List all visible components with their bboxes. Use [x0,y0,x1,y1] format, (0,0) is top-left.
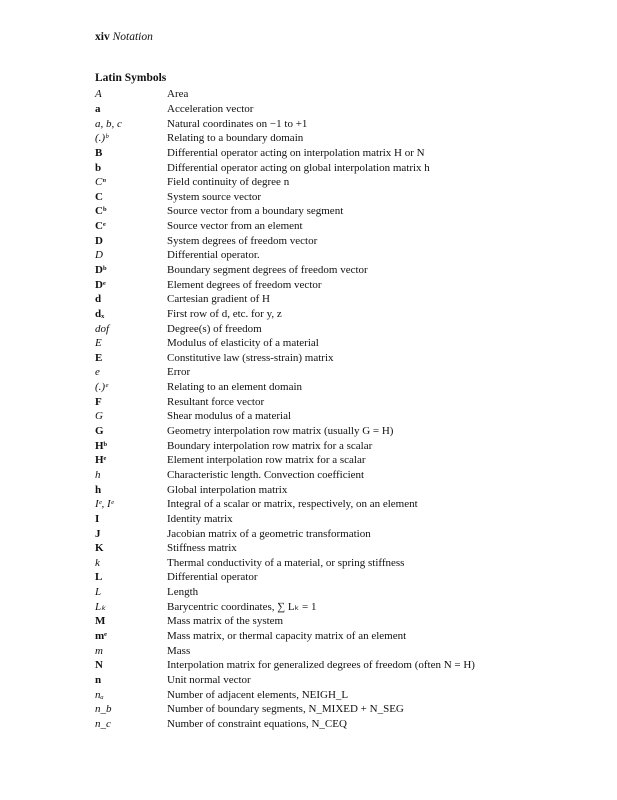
symbol: J [95,527,101,540]
symbol-description: Boundary segment degrees of freedom vector [167,264,368,276]
symbol-description: Cartesian gradient of H [167,293,270,306]
symbol: n [95,673,102,686]
symbol: Lₖ [95,601,106,614]
notation-row [95,365,475,380]
notation-row [95,189,475,204]
symbol: Hᵉ [95,454,107,467]
notation-row [95,102,475,117]
symbol-description: Differential operator. [167,249,260,262]
notation-table [95,87,475,731]
notation-row [95,658,475,673]
notation-row [95,116,475,131]
symbol-description: First row of d, etc. for y, z [167,307,282,320]
notation-row [95,468,475,483]
notation-row [95,351,475,366]
symbol-description: System degrees of freedom vector [167,234,318,247]
symbol: F [95,395,102,408]
symbol-description: Relating to an element domain [167,381,303,394]
symbol: L [95,571,103,584]
symbol: D [95,234,103,247]
symbol: Cᵉ [95,220,106,233]
symbol-description: Constitutive law (stress-strain) matrix [167,351,334,364]
symbol-description: Unit normal vector [167,673,251,686]
symbol-description: Global interpolation matrix [167,483,288,496]
notation-row [95,336,475,351]
notation-row [95,629,475,644]
symbol: h [95,483,102,496]
symbol: Iᵉ, Iᵉ [95,498,114,511]
symbol: m [95,644,103,657]
symbol: b [95,161,102,174]
notation-row [95,497,475,512]
notation-row [95,277,475,292]
symbol: Cᵇ [95,205,107,218]
symbol-description: Jacobian matrix of a geometric transformation [167,527,371,540]
notation-row [95,321,475,336]
symbol-description: Differential operator acting on global interpolation matrix h [167,161,430,174]
symbol: Dᵉ [95,278,106,291]
notation-row [95,599,475,614]
page-number: xiv [95,31,110,43]
symbol: nₐ [95,688,104,701]
notation-row [95,175,475,190]
symbol-description: Degree(s) of freedom [167,322,262,335]
symbol: K [95,542,104,555]
symbol: I [95,512,100,525]
symbol-description: Source vector from an element [167,220,303,233]
notation-row [95,673,475,688]
section-title: Latin Symbols [95,72,167,84]
symbol-description: Source vector from a boundary segment [167,205,344,218]
symbol: G [95,410,103,423]
symbol: L [95,586,102,599]
symbol: E [95,351,103,364]
symbol-description: Shear modulus of a material [167,410,292,423]
symbol-description: Number of constraint equations, N_CEQ [167,717,347,730]
symbol: a, b, c [95,117,122,130]
symbol: a [95,102,101,115]
notation-row [95,453,475,468]
symbol: n_b [95,703,112,716]
symbol-description: Identity matrix [167,512,233,525]
symbol-description: Mass [167,644,191,657]
symbol: Dᵇ [95,264,107,276]
notation-row [95,687,475,702]
notation-row [95,131,475,146]
symbol: n_c [95,717,111,730]
notation-row [95,219,475,234]
symbol-description: Element degrees of freedom vector [167,278,322,291]
symbol: mᵉ [95,630,108,643]
symbol-description: Acceleration vector [167,102,254,115]
symbol: C [95,190,103,203]
notation-row [95,248,475,263]
notation-row [95,307,475,322]
notation-row [95,263,475,278]
symbol: d [95,293,102,306]
symbol: Cⁿ [95,176,106,189]
symbol-description: Stiffness matrix [167,542,237,555]
symbol-description: Thermal conductivity of a material, or spring stiffness [167,556,405,569]
notation-row [95,204,475,219]
notation-row [95,541,475,556]
notation-row [95,438,475,453]
notation-row [95,702,475,717]
notation-row [95,380,475,395]
symbol-description: Relating to a boundary domain [167,132,304,145]
page-header [95,31,153,43]
symbol-description: System source vector [167,190,262,203]
symbol-description: Natural coordinates on −1 to +1 [167,117,308,130]
symbol-description: Number of adjacent elements, NEIGH_L [167,688,349,701]
symbol: B [95,146,103,159]
running-title: Notation [112,31,153,43]
symbol-description: Length [167,586,199,599]
symbol-description: Resultant force vector [167,395,265,408]
symbol: (.)ᵉ [95,381,108,394]
notation-row [95,556,475,571]
symbol: dof [95,322,110,335]
notation-row [95,614,475,629]
notation-row [95,146,475,161]
symbol-description: Field continuity of degree n [167,176,290,189]
symbol-description: Characteristic length. Convection coefficient [167,468,365,481]
symbol-description: Modulus of elasticity of a material [167,337,319,350]
symbol: k [95,556,100,569]
notation-row [95,526,475,541]
symbol-description: Interpolation matrix for generalized degrees of freedom (often N = H) [167,659,475,672]
symbol-description: Differential operator acting on interpolation matrix H or N [167,146,425,159]
symbol: E [95,337,102,350]
symbol: e [95,366,100,379]
notation-row [95,570,475,585]
symbol: Hᵇ [95,439,108,452]
symbol-description: Barycentric coordinates, ∑ Lₖ = 1 [167,601,317,614]
notation-row [95,233,475,248]
symbol: A [95,88,102,101]
notation-row [95,160,475,175]
symbol-description: Number of boundary segments, N_MIXED + N_SEG [167,703,404,716]
symbol-description: Area [167,88,189,101]
notation-row [95,394,475,409]
symbol-description: Mass matrix, or thermal capacity matrix of an element [167,630,407,643]
symbol: h [95,468,101,481]
symbol: M [95,615,106,628]
notation-row [95,482,475,497]
symbol-description: Differential operator [167,571,258,584]
notation-row [95,717,475,732]
notation-row [95,424,475,439]
notation-row [95,585,475,600]
symbol: (.)ᵇ [95,132,109,145]
symbol-description: Error [167,366,191,379]
symbol-description: Mass matrix of the system [167,615,284,628]
notation-row [95,292,475,307]
symbol-description: Element interpolation row matrix for a scalar [167,454,366,467]
symbol: dₓ [95,307,105,320]
notation-row [95,512,475,527]
symbol: D [95,249,103,262]
symbol: N [95,659,103,672]
notation-row [95,643,475,658]
symbol-description: Geometry interpolation row matrix (usually G = H) [167,425,394,438]
symbol: G [95,425,104,438]
notation-row [95,409,475,424]
notation-row [95,87,475,102]
symbol-description: Integral of a scalar or matrix, respectively, on an element [167,498,418,511]
symbol-description: Boundary interpolation row matrix for a scalar [167,439,373,452]
